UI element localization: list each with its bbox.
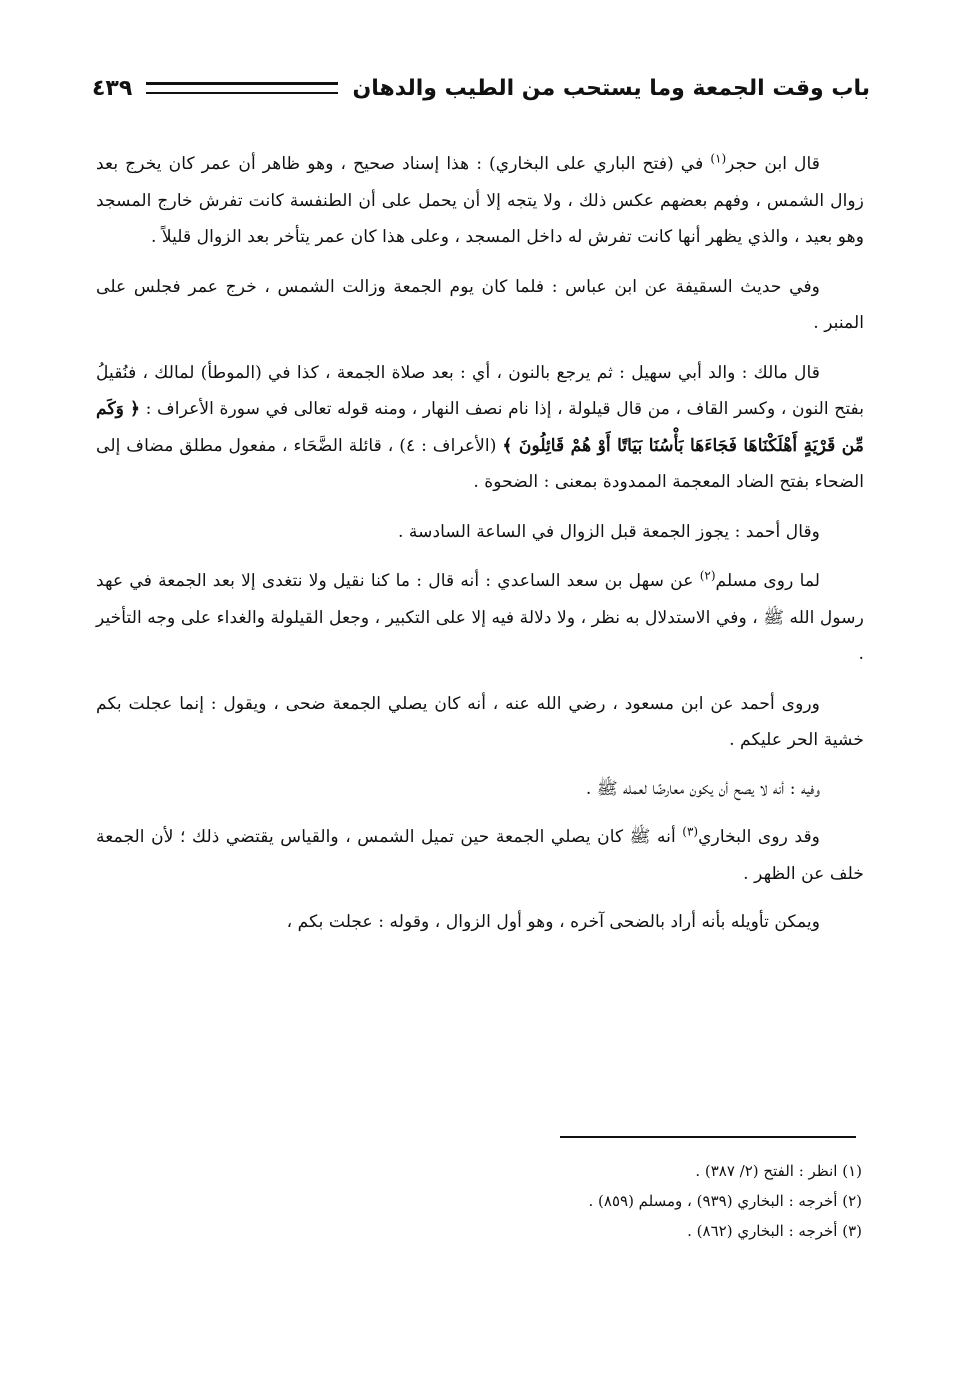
footnote-ref-1: (١) — [710, 151, 727, 166]
footnote-2: (٢) أخرجه : البخاري (٩٣٩) ، ومسلم (٨٥٩) . — [588, 1192, 862, 1210]
footnote-1: (١) انظر : الفتح (٢/ ٣٨٧) . — [695, 1162, 862, 1180]
paragraph-text: لما روى مسلم — [715, 571, 820, 591]
paragraph-text: (الأعراف : ٤) ، قائلة الضَّحَاء ، مفعول مطلق مضاف إلى الضحاء بفتح الضاد المعجمة الممدودة بمعنى : الضحوة . — [96, 435, 864, 492]
paragraph-text: أنه ﷺ كان يصلي الجمعة حين تميل الشمس ، والقياس يقتضي ذلك ؛ لأن الجمعة خلف عن الظهر . — [96, 827, 864, 884]
paragraph-ibn-hajar — [96, 146, 864, 256]
footnote-separator — [560, 1136, 856, 1138]
running-header — [92, 70, 870, 106]
body-text — [96, 146, 864, 954]
footnotes — [400, 1156, 862, 1246]
paragraph-text: قال ابن حجر — [726, 154, 820, 174]
paragraph-bukhari — [96, 819, 864, 892]
quran-verse: ﴿ وَكَم مِّن قَرْيَةٍ أَهْلَكْنَاهَا فَجَاءَهَا بَأْسُنَا بَيَاتًا أَوْ هُمْ قَائِلُونَ ﴾ — [96, 399, 865, 456]
paragraph-text: قال مالك : والد أبي سهيل : ثم يرجع بالنون ، أي : بعد صلاة الجمعة ، كذا في (الموطأ) لمالك ، فنُقيلُ بفتح النون ، وكسر القاف ، من قال قيلولة ، إذا نام نصف النهار ، ومنه قوله تعالى في سورة الأعراف : — [96, 362, 864, 419]
paragraph-tawil: ويمكن تأويله بأنه أراد بالضحى آخره ، وهو أول الزوال ، وقوله : عجلت بكم ، — [286, 912, 820, 932]
paragraph-ahmad: وقال أحمد : يجوز الجمعة قبل الزوال في الساعة السادسة . — [397, 521, 820, 542]
paragraph-text: في (فتح الباري على البخاري) : هذا إسناد صحيح ، وهو ظاهر أن عمر كان يخرج بعد زوال الشمس ، وفهم بعضهم عكس ذلك ، ولا يتجه إلا أن يحمل على أن الطنفسة كانت تفرش خارج المسجد وهو بعيد ، والذي يظهر أنها كانت تفرش له داخل المسجد ، وعلى هذا كان عمر يتأخر بعد الزوال قليلاً . — [96, 154, 864, 247]
chapter-title: باب وقت الجمعة وما يستحب من الطيب والدهان — [352, 75, 870, 101]
footnote-ref-3: (٣) — [682, 824, 699, 839]
header-rule — [146, 82, 338, 94]
paragraph-malik — [96, 355, 864, 501]
paragraph-text: وقد روى البخاري — [698, 827, 820, 847]
paragraph-wafihi: وفيه : أنه لا يصح أن يكون معارضًا لعمله ﷺ . — [585, 778, 820, 799]
footnote-ref-2: (٢) — [699, 568, 716, 583]
paragraph-saqifa: وفي حديث السقيفة عن ابن عباس : فلما كان يوم الجمعة وزالت الشمس ، خرج عمر فجلس على المنبر . — [96, 276, 864, 333]
page-number: ٤٣٩ — [92, 75, 133, 101]
paragraph-text: عن سهل بن سعد الساعدي : أنه قال : ما كنا نقيل ولا نتغدى إلا بعد الجمعة في عهد رسول الله ﷺ ، وفي الاستدلال به نظر ، ولا دلالة فيه إلا على التكبير ، وجعل القيلولة والغداء على وجه التأخير . — [96, 571, 864, 664]
footnote-3: (٣) أخرجه : البخاري (٨٦٢) . — [687, 1222, 862, 1240]
paragraph-muslim — [96, 563, 864, 673]
paragraph-ibn-masud: وروى أحمد عن ابن مسعود ، رضي الله عنه ، أنه كان يصلي الجمعة ضحى ، ويقول : إنما عجلت بكم خشية الحر عليكم . — [96, 693, 864, 750]
